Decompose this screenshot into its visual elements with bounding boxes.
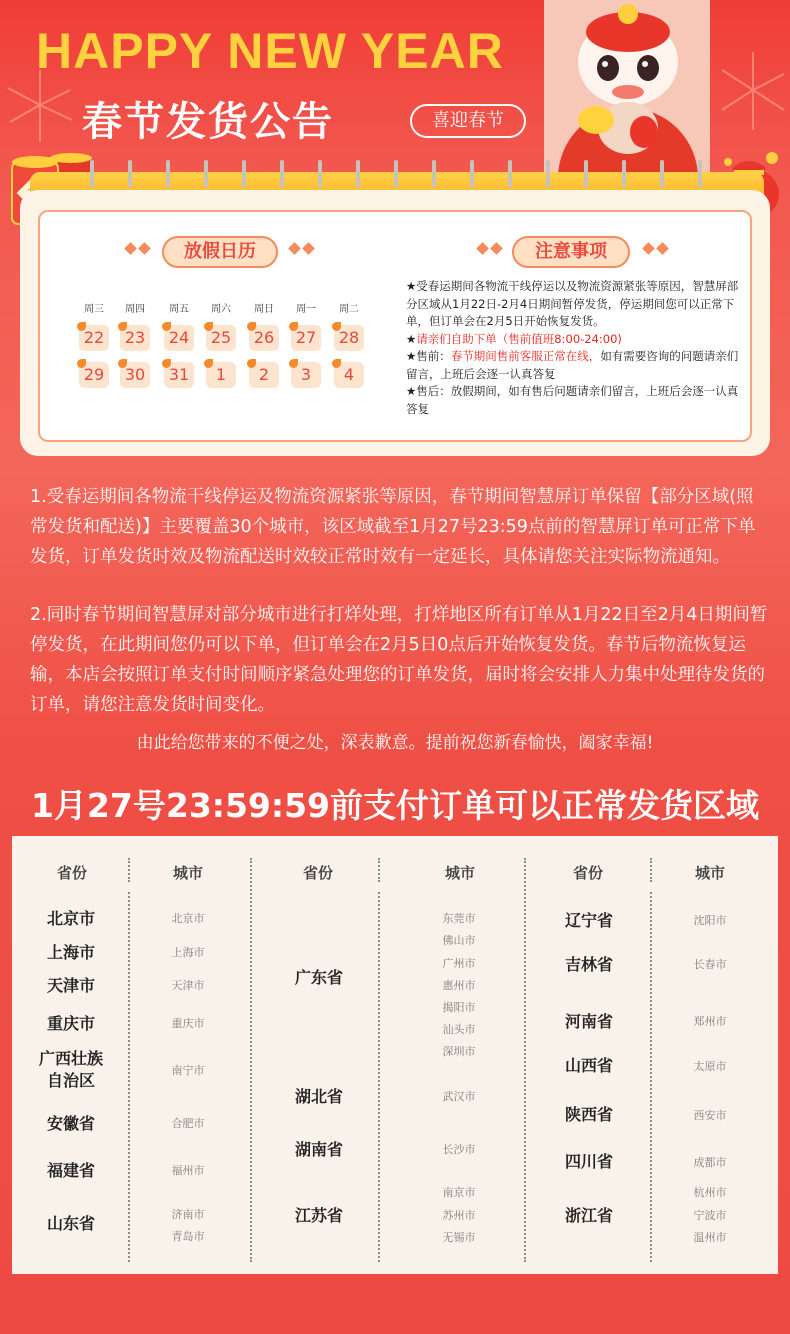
city-cell: 福州市 [171,1164,205,1177]
column-divider [650,892,652,1262]
province-cell: 浙江省 [564,1206,613,1225]
province-cell: 福建省 [46,1161,95,1180]
paragraph-1: 1.受春运期间各物流干线停运及物流资源紧张等原因，春节期间智慧屏订单保留【部分区域(照常发货和配送)】主要覆盖30个城市，该区域截至1月27号23:59点前的智慧屏订单可正常下单发货，订单发货时效及物流配送时效较正常时效有一定延长，具体请您关注实际物流通知。 [30,487,756,567]
calendar-day: 3 [291,362,321,388]
city-cell: 苏州市 [442,1209,476,1222]
column-divider [524,858,526,1262]
closing-text: 由此给您带来的不便之处，深表歉意。提前祝您新春愉快，阖家幸福! [136,733,654,753]
city-cell: 长春市 [693,958,727,971]
city-cell: 沈阳市 [693,914,727,927]
city-cell: 济南市 [171,1208,205,1221]
weekday-label: 周五 [169,304,189,315]
province-cell: 吉林省 [564,955,613,974]
province-cell: 广东省 [294,968,343,987]
column-divider [250,858,252,1262]
city-cell: 长沙市 [442,1143,476,1156]
weekday-label: 周二 [339,304,359,315]
city-cell: 天津市 [171,979,205,992]
region-banner: 1月27号23:59:59前支付订单可以正常发货区域 [30,786,760,825]
province-cell: 上海市 [46,943,95,962]
calendar-day: 31 [164,362,194,388]
city-cell: 佛山市 [442,934,476,947]
calendar-day: 23 [120,325,150,351]
province-cell: 四川省 [564,1152,613,1171]
header-province: 省份 [572,864,603,882]
note-line: ★请亲们自助下单（售前值班8:00-24:00) [406,331,622,346]
city-cell: 东莞市 [442,912,476,925]
province-cell: 河南省 [564,1012,613,1031]
province-cell: 天津市 [46,976,95,995]
header-city: 城市 [444,864,475,882]
city-cell: 杭州市 [693,1186,727,1199]
hero-title: HAPPY NEW YEAR [36,23,504,79]
notes-text [406,278,746,418]
province-cell: 辽宁省 [564,911,613,930]
province-cell: 北京市 [46,909,95,928]
city-cell: 汕头市 [442,1023,476,1036]
page-title: 春节发货公告 [82,99,334,145]
province-cell: 山东省 [46,1214,95,1233]
province-cell: 安徽省 [46,1114,95,1133]
city-cell: 武汉市 [442,1090,476,1103]
region-table [12,836,778,1274]
note-line: ★售前：春节期间售前客服正常在线，如有需要咨询的问题请亲们留言，上班后会逐一认真答复 [406,349,739,381]
calendar-day: 24 [164,325,194,351]
province-cell: 山西省 [564,1056,613,1075]
column-divider [128,858,130,882]
notes-label: 注意事项 [512,236,630,268]
lion-mascot-icon [544,0,710,178]
weekday-label: 周三 [84,304,104,315]
column-divider [650,858,652,882]
city-cell: 西安市 [693,1109,727,1122]
city-cell: 青岛市 [171,1230,205,1243]
city-cell: 合肥市 [171,1117,205,1130]
city-cell: 无锡市 [442,1231,476,1244]
calendar-day: 29 [79,362,109,388]
city-cell: 深圳市 [442,1045,476,1058]
city-cell: 宁波市 [693,1209,727,1222]
city-cell: 南宁市 [171,1064,205,1077]
province-cell: 陕西省 [564,1105,613,1124]
city-cell: 惠州市 [442,979,476,992]
header-province: 省份 [302,864,333,882]
note-line: ★售后：放假期间，如有售后问题请亲们留言，上班后会逐一认真答复 [406,384,739,416]
city-cell: 上海市 [171,946,205,959]
province-cell: 重庆市 [46,1014,95,1033]
column-divider [378,858,380,882]
calendar-day: 28 [334,325,364,351]
note-line: ★受春运期间各物流干线停运以及物流资源紧张等原因，智慧屏部分区域从1月22日-2月4日期间暂停发货，停运期间您可以正常下单，但订单会在2月5日开始恢复发货。 [406,279,739,328]
weekday-label: 周四 [125,304,145,315]
column-divider [378,892,380,1262]
weekday-label: 周日 [254,304,274,315]
province-cell: 湖北省 [294,1087,343,1106]
calendar-day: 27 [291,325,321,351]
calendar-day: 26 [249,325,279,351]
city-cell: 成都市 [693,1156,727,1169]
calendar-day: 30 [120,362,150,388]
calendar-day: 2 [249,362,279,388]
city-cell: 重庆市 [171,1017,205,1030]
weekday-label: 周六 [211,304,231,315]
city-cell: 温州市 [693,1231,727,1244]
header-city: 城市 [694,864,725,882]
province-cell: 广西壮族 自治区 [38,1049,103,1090]
calendar-day: 22 [79,325,109,351]
city-cell: 太原市 [693,1060,727,1073]
city-cell: 南京市 [442,1186,476,1199]
weekday-label: 周一 [296,304,316,315]
calendar-day: 25 [206,325,236,351]
column-divider [128,892,130,1262]
city-cell: 北京市 [171,912,205,925]
province-cell: 湖南省 [294,1140,343,1159]
city-cell: 广州市 [442,957,476,970]
greeting-badge: 喜迎春节 [410,104,526,138]
province-cell: 江苏省 [294,1206,343,1225]
calendar-label: 放假日历 [162,236,278,268]
header-province: 省份 [56,864,87,882]
city-cell: 揭阳市 [442,1001,476,1014]
calendar-day: 4 [334,362,364,388]
paragraph-2: 2.同时春节期间智慧屏对部分城市进行打烊处理，打烊地区所有订单从1月22日至2月4日期间暂停发货，在此期间您仍可以下单，但订单会在2月5日0点后开始恢复发货。春节后物流恢复运输，本店会按照订单支付时间顺序紧急处理您的订单发货，届时将会安排人力集中处理待发货的订单，请您注意发货时间变化。 [30,605,768,715]
calendar-day: 1 [206,362,236,388]
city-cell: 郑州市 [693,1015,727,1028]
firework-icon [716,40,790,140]
header-city: 城市 [172,864,203,882]
